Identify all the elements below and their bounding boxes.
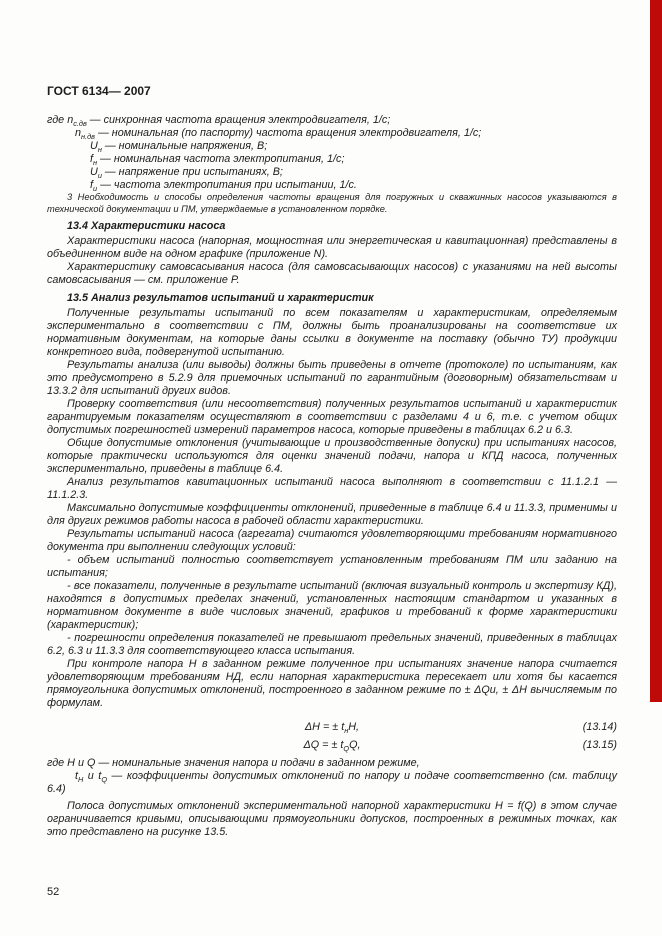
definition-subscript: и [93,184,98,194]
definition-subscript: н [93,158,98,168]
definition-subscript: и [97,171,102,181]
definition-symbol: n [75,127,82,139]
paragraph: Характеристики насоса (напорная, мощностная или энергетическая и кавитационная) представлены в объединенном виде на одном графике (приложение N). [47,235,617,260]
section-heading-13-5: 13.5 Анализ результатов испытаний и характеристик [67,292,374,304]
definition-line [47,114,617,127]
definition-prefix: где [47,114,68,126]
definition-symbol: f [90,153,93,165]
definition-line [47,153,617,166]
paragraph: Результаты анализа (или выводы) должны быть приведены в отчете (протоколе) по испытаниям, как это предусмотрено в 5.2.9 для приемочных испытаний по гарантийным (договорным) обязательствам и 13.3.2 для испытаний других видов. [47,359,617,397]
paragraph: Анализ результатов кавитационных испытаний насоса выполняют в соответствии с 11.1.2.1 — 11.1.2.3. [47,476,617,501]
definition-line [47,166,617,179]
definition-symbol: n [67,114,74,126]
paragraph: Полученные результаты испытаний по всем показателям и характеристикам, определяемым экспериментально в соответствии с ПМ, должны быть проанализированы на соответствие их нормативным документам, на которые даны ссылки в документе на поставку (обычно ТУ) продукции конкретного вида, подвергнутой испытанию. [47,307,617,358]
definition-description: — номинальная (по паспорту) частота вращения электродвигателя, 1/с; [97,127,482,139]
definition-line [47,127,617,140]
formula-number: (13.14) [582,721,617,733]
definition-symbol: U [90,166,98,178]
closing-paragraph: Полоса допустимых отклонений экспериментальной напорной характеристики Н = f(Q) в этом случае ограничивается кривыми, описывающими прямоугольники допусков, построенных в режимных точках, как это представлено на рисунке 13.5. [47,800,617,838]
paragraph: Проверку соответствия (или несоответствия) полученных результатов испытаний и характеристик гарантируемым показателям осуществляют в соответствии с разделами 4 и 6, т.е. с учетом общих допустимых погрешностей измерений параметров насоса, которые приведены в таблицах 6.2 и 6.3. [47,398,617,436]
definition-description: — номинальные напряжения, В; [104,140,268,152]
definition-symbol: U [90,140,98,152]
paragraph: Характеристику самовсасывания насоса (для самовсасывающих насосов) с указаниями на ней высоты самовсасывания — см. приложение P. [47,261,617,286]
formula-13-15 [47,739,617,752]
paragraph: При контроле напора Н в заданном режиме полученное при испытаниях значение напора считается удовлетворяющим требованиям НД, если напорная характеристика пересекает или хотя бы касается прямоугольника допустимых отклонений, построенного в заданном режиме по ± ΔQи, ± ΔН вычисляемым по формулам. [47,658,617,709]
definition-description: — частота электропитания при испытании, 1/с. [100,179,357,191]
formula-number: (13.15) [582,739,617,751]
formula-expression: ΔН = ± $t_нН$, [304,721,360,736]
definition-line [47,140,617,153]
where-line: где Н и Q — номинальные значения напора и подачи в заданном режиме, [47,757,420,769]
where-line: $t_Н$ и $t_Q$ — коэффициенты допустимых отклонений по напору и подаче соответственно (см. таблицу 6.4) [47,770,617,795]
section-heading-13-4: 13.4 Характеристики насоса [67,220,226,232]
formula-expression: ΔQ = ± $t_QQ$, [303,739,361,754]
definition-description: — номинальная частота электропитания, 1/с; [100,153,345,165]
definition-subscript: с.дв [73,119,87,129]
formula-13-14 [47,721,617,734]
definition-description: — синхронная частота вращения электродвигателя, 1/с; [89,114,391,126]
paragraph: Общие допустимые отклонения (учитывающие и производственные допуски) при испытаниях насосов, которые практически используются для оценки значений подачи, напора и КПД насоса, полученных экспериментально, приведены в таблице 6.4. [47,437,617,475]
page-number: 52 [47,886,60,898]
list-item: - все показатели, полученные в результате испытаний (включая визуальный контроль и экспертизу КД), находятся в допустимых пределах значений, установленных настоящим стандартом и указанных в нормативном документе в виде числовых значений, графиков и требований к форме характеристики (характеристик); [47,580,617,631]
list-item: - погрешности определения показателей не превышают предельных значений, приведенных в таблицах 6.2, 6.3 и 11.3.3 для соответствующего класса испытания. [47,632,617,657]
spacer [47,710,617,716]
definition-subscript: н [97,145,102,155]
definition-description: — напряжение при испытаниях, В; [104,166,283,178]
red-edge-mark [650,0,662,702]
note-text: 3 Необходимость и способы определения частоты вращения для погружных и скважинных насосов указываются в технической документации и ПМ, утверждаемые в установленном порядке. [47,192,617,214]
definition-line [47,179,617,192]
definition-subscript: н.дв [81,132,95,142]
document-header: ГОСТ 6134— 2007 [47,84,151,98]
definition-symbol: f [90,179,93,191]
list-item: - объем испытаний полностью соответствует установленным требованиям ПМ или заданию на испытания; [47,554,617,579]
document-body [47,114,617,839]
paragraph: Максимально допустимые коэффициенты отклонений, приведенные в таблице 6.4 и 11.3.3, применимы и для других режимов работы насоса в рабочей области характеристики. [47,502,617,527]
paragraph: Результаты испытаний насоса (агрегата) считаются удовлетворяющими требованиям нормативного документа при выполнении следующих условий: [47,528,617,553]
